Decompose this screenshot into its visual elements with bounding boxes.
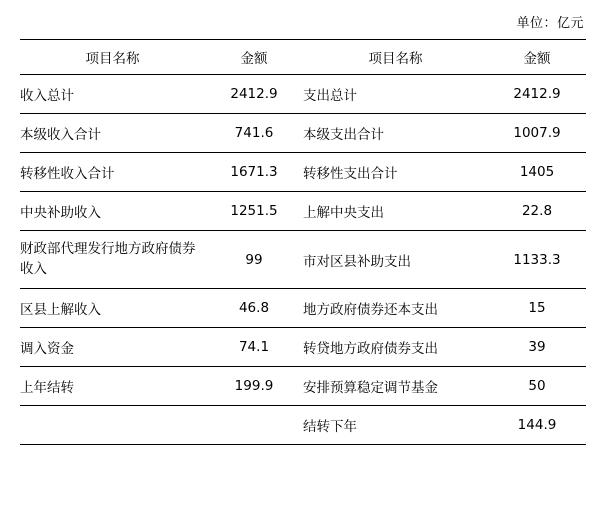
expense-item-amount: 50 xyxy=(488,367,586,406)
income-item-name: 上年结转 xyxy=(20,367,205,406)
expense-item-name: 上解中央支出 xyxy=(303,192,488,231)
expense-item-name: 安排预算稳定调节基金 xyxy=(303,367,488,406)
expense-item-amount: 39 xyxy=(488,328,586,367)
table-row xyxy=(20,192,586,231)
table-body xyxy=(20,75,586,445)
header-expense-amount: 金额 xyxy=(488,40,586,75)
expense-item-amount: 15 xyxy=(488,289,586,328)
table-row xyxy=(20,367,586,406)
expense-item-name: 转贷地方政府债券支出 xyxy=(303,328,488,367)
table-row xyxy=(20,328,586,367)
unit-note: 单位：亿元 xyxy=(516,16,584,31)
header-expense-name: 项目名称 xyxy=(303,40,488,75)
income-item-amount: 2412.9 xyxy=(205,75,303,114)
expense-item-amount: 1133.3 xyxy=(488,231,586,289)
expense-item-name: 支出总计 xyxy=(303,75,488,114)
expense-item-amount: 22.8 xyxy=(488,192,586,231)
header-row xyxy=(20,40,586,75)
expense-item-amount: 144.9 xyxy=(488,406,586,445)
income-item-name: 调入资金 xyxy=(20,328,205,367)
income-item-amount: 1671.3 xyxy=(205,153,303,192)
income-item-amount: 99 xyxy=(205,231,303,289)
income-item-amount: 46.8 xyxy=(205,289,303,328)
income-item-name: 收入总计 xyxy=(20,75,205,114)
budget-table xyxy=(20,39,586,445)
table-header xyxy=(20,40,586,75)
expense-item-name: 转移性支出合计 xyxy=(303,153,488,192)
income-item-amount xyxy=(205,406,303,445)
income-item-name: 转移性收入合计 xyxy=(20,153,205,192)
table-row xyxy=(20,406,586,445)
income-item-name: 财政部代理发行地方政府债券收入 xyxy=(20,231,205,289)
expense-item-amount: 2412.9 xyxy=(488,75,586,114)
expense-item-name: 地方政府债券还本支出 xyxy=(303,289,488,328)
income-item-amount: 741.6 xyxy=(205,114,303,153)
expense-item-amount: 1007.9 xyxy=(488,114,586,153)
table-row xyxy=(20,75,586,114)
table-row xyxy=(20,114,586,153)
income-item-amount: 74.1 xyxy=(205,328,303,367)
header-income-amount: 金额 xyxy=(205,40,303,75)
income-item-name: 区县上解收入 xyxy=(20,289,205,328)
expense-item-name: 市对区县补助支出 xyxy=(303,231,488,289)
expense-item-amount: 1405 xyxy=(488,153,586,192)
income-item-name xyxy=(20,406,205,445)
income-item-name: 本级收入合计 xyxy=(20,114,205,153)
income-item-amount: 1251.5 xyxy=(205,192,303,231)
income-item-name: 中央补助收入 xyxy=(20,192,205,231)
income-item-amount: 199.9 xyxy=(205,367,303,406)
expense-item-name: 本级支出合计 xyxy=(303,114,488,153)
table-row xyxy=(20,289,586,328)
header-income-name: 项目名称 xyxy=(20,40,205,75)
table-row xyxy=(20,153,586,192)
table-row xyxy=(20,231,586,289)
expense-item-name: 结转下年 xyxy=(303,406,488,445)
